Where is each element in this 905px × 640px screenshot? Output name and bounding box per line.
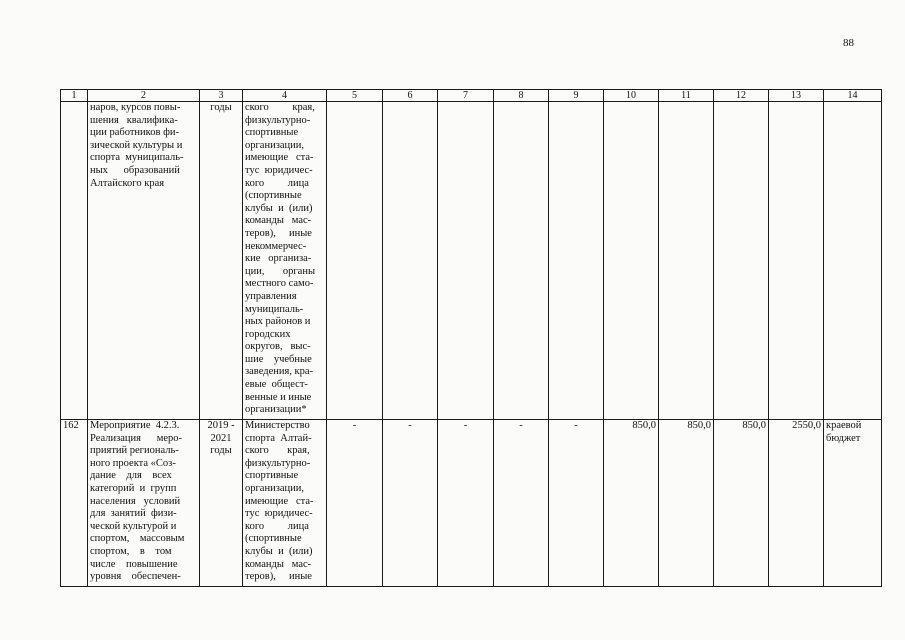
text-line: теров), иные [245,571,312,583]
column-header: 4 [243,90,327,102]
text-line: ского края, [245,102,315,113]
term-lines [202,102,240,115]
text-line: Мероприятие 4.2.3. [90,420,180,431]
term-lines [202,420,240,458]
text-line: евые общест- [245,379,308,391]
text-line: 2019 - [207,420,235,431]
table-cell [438,102,494,420]
text-line: приятий региональ- [90,445,179,457]
text-line: (спортивные [245,533,302,545]
column-header: 13 [769,90,824,102]
text-line: кого лица [245,520,309,532]
column-header: 8 [494,90,549,102]
column-header: 9 [549,90,604,102]
text-line: организации, [245,482,304,494]
text-line: спортивные [245,470,299,482]
funding-source-cell [824,420,882,587]
text-line: зической культуры и [90,139,183,151]
column-header: 5 [327,90,383,102]
table-row-162 [61,420,882,587]
text-line: для занятий физи- [90,508,177,520]
text-line: краевой [826,420,862,431]
text-line: наров, курсов повы- [90,102,181,113]
value-cell: 2550,0 [769,420,824,587]
text-line: местного само- [245,278,314,290]
text-line: дание для всех [90,470,172,482]
value-cell: - [327,420,383,587]
text-line: спортивные [245,127,299,139]
executor-cell [243,102,327,420]
text-line: ского края, [245,445,310,457]
table-cell [549,102,604,420]
text-line: категорий и групп [90,482,177,494]
text-line: спортом, в том [90,545,172,557]
table-cell [714,102,769,420]
term-cell [200,420,243,587]
table-row-continued [61,102,882,420]
term-cell [200,102,243,420]
text-line: имеющие ста- [245,152,314,164]
text-line: 2021 [210,432,232,444]
event-name-cell [88,102,200,420]
executor-lines [245,102,324,417]
text-line: организации, [245,139,304,151]
table-cell [604,102,659,420]
row-number-cell [61,102,88,420]
value-cell: 850,0 [659,420,714,587]
column-header: 12 [714,90,769,102]
text-line: ции работников фи- [90,127,179,139]
executor-cell [243,420,327,587]
row-number-cell: 162 [61,420,88,587]
value-cell: - [494,420,549,587]
text-line: тус юридичес- [245,164,313,176]
funding-source-lines [826,420,879,445]
text-line: физкультурно- [245,114,311,126]
text-line: муниципаль- [245,303,304,315]
value-cell: - [549,420,604,587]
page-number: 88 [843,37,854,49]
text-line: кие организа- [245,253,312,265]
text-line: кого лица [245,177,309,189]
column-header: 3 [200,90,243,102]
text-line: годы [210,102,232,113]
program-table [60,89,882,587]
text-line: ного проекта «Соз- [90,457,176,469]
table-cell [327,102,383,420]
column-header: 11 [659,90,714,102]
text-line: команды мас- [245,558,312,570]
text-line: округов, выс- [245,341,311,353]
text-line: спорта муниципаль- [90,152,184,164]
table-cell [824,102,882,420]
value-cell: 850,0 [714,420,769,587]
table-cell [383,102,438,420]
text-line: управления [245,290,297,302]
text-line: некоммерчес- [245,240,307,252]
text-line: шие учебные [245,353,312,365]
text-line: Алтайского края [90,177,165,189]
table-cell [659,102,714,420]
column-number-row [61,90,882,102]
text-line: городских [245,328,291,340]
executor-lines [245,420,324,584]
text-line: клубы и (или) [245,545,313,557]
text-line: (спортивные [245,190,302,202]
event-name-cell [88,420,200,587]
column-header: 14 [824,90,882,102]
text-line: Реализация меро- [90,432,183,444]
column-header: 2 [88,90,200,102]
column-header: 1 [61,90,88,102]
column-header: 6 [383,90,438,102]
value-cell: 850,0 [604,420,659,587]
text-line: тус юридичес- [245,508,313,520]
text-line: спортом, массовым [90,533,185,545]
value-cell: - [438,420,494,587]
table-cell [494,102,549,420]
text-line: годы [210,445,232,457]
table-cell [769,102,824,420]
text-line: ции, органы [245,265,315,277]
event-name-lines [90,420,197,584]
text-line: имеющие ста- [245,495,314,507]
text-line: ных районов и [245,316,311,328]
column-header: 7 [438,90,494,102]
event-name-lines [90,102,197,190]
text-line: Министерство [245,420,310,431]
text-line: теров), иные [245,227,312,239]
column-header: 10 [604,90,659,102]
text-line: шения квалифика- [90,114,178,126]
text-line: клубы и (или) [245,202,313,214]
text-line: организации* [245,404,307,416]
text-line: бюджет [826,432,861,444]
text-line: населения условий [90,495,181,507]
text-line: венные и иные [245,391,312,403]
text-line: ных образований [90,164,180,176]
text-line: числе повышение [90,558,178,570]
text-line: спорта Алтай- [245,432,312,444]
text-line: ческой культурой и [90,520,177,532]
text-line: команды мас- [245,215,312,227]
text-line: физкультурно- [245,457,311,469]
text-line: заведения, кра- [245,366,314,378]
value-cell: - [383,420,438,587]
text-line: уровня обеспечен- [90,571,181,583]
